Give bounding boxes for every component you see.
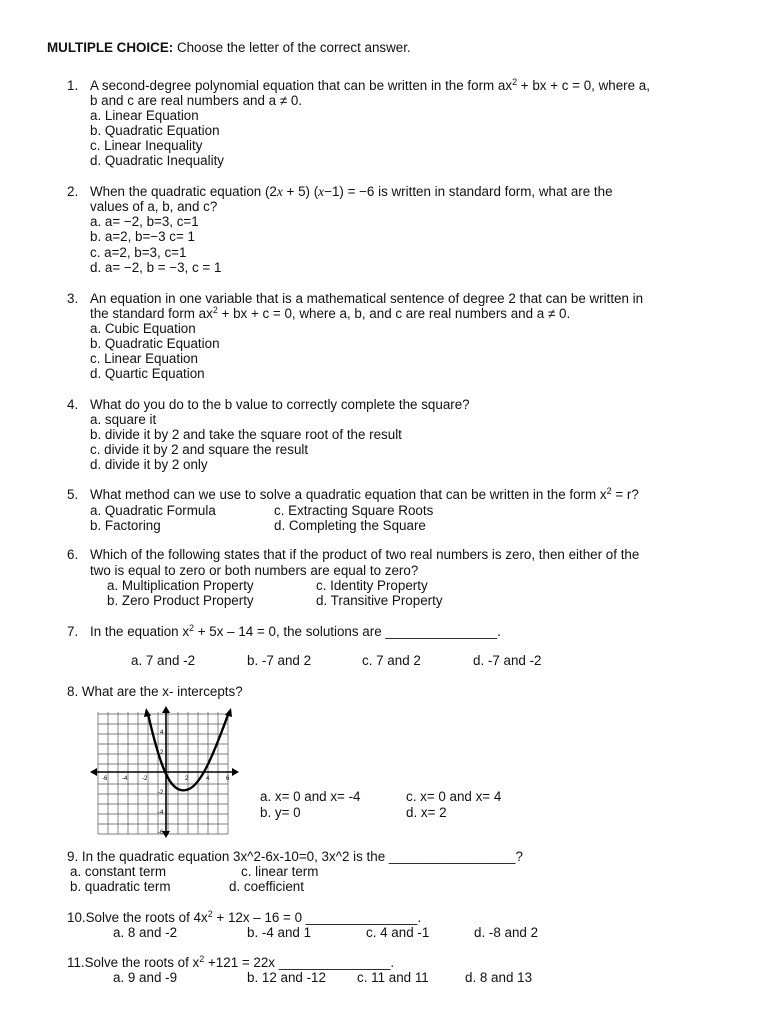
option-d[interactable]: d. -7 and -2 [473, 653, 542, 668]
question-number: 4. [67, 397, 79, 412]
option-a[interactable]: a. constant term [70, 864, 167, 879]
instructions-label: MULTIPLE CHOICE: [47, 40, 174, 55]
y-tick: 4 [160, 730, 164, 736]
option-c[interactable]: c. divide it by 2 and square the result [90, 442, 309, 457]
option-d[interactable]: d. Transitive Property [316, 593, 443, 608]
option-d[interactable]: d. -8 and 2 [474, 925, 539, 940]
option-d[interactable]: d. coefficient [229, 879, 304, 894]
option-c[interactable]: c. a=2, b=3, c=1 [90, 245, 187, 260]
x-tick: 6 [226, 776, 230, 782]
question-text: A second-degree polynomial equation that can be written in the form $ax^2$ + bx + c = 0, where a, [90, 77, 650, 93]
option-b[interactable]: b. y= 0 [260, 805, 301, 820]
option-c[interactable]: c. Identity Property [316, 578, 428, 593]
question-text: An equation in one variable that is a mathematical sentence of degree 2 that can be written in [90, 291, 644, 306]
option-b[interactable]: b. Quadratic Equation [90, 336, 220, 351]
option-d[interactable]: d. Completing the Square [274, 518, 426, 533]
option-a[interactable]: a. 8 and -2 [113, 925, 178, 940]
option-b[interactable]: b. quadratic term [70, 879, 171, 894]
y-tick: -6 [158, 830, 164, 836]
x-tick: 2 [185, 776, 189, 782]
option-a[interactable]: a. Cubic Equation [90, 321, 196, 336]
question-number: 5. [67, 487, 79, 502]
option-c[interactable]: c. Linear Inequality [90, 138, 203, 153]
question-text: 11.Solve the roots of $x^2 +121 = 22x$ _______________. [67, 954, 395, 970]
x-tick: -4 [122, 776, 128, 782]
option-b[interactable]: b. -4 and 1 [247, 925, 312, 940]
question-text: two is equal to zero or both numbers are equal to zero? [90, 563, 419, 578]
option-d[interactable]: d. divide it by 2 only [90, 457, 208, 472]
option-a[interactable]: a. square it [90, 412, 157, 427]
option-b[interactable]: b. divide it by 2 and take the square root of the result [90, 427, 402, 442]
option-a[interactable]: a. x= 0 and x= -4 [260, 789, 361, 804]
parabola-graph [88, 706, 242, 838]
option-c[interactable]: c. x= 0 and x= 4 [406, 789, 502, 804]
question-text: the standard form $ax^2$ + bx + c = 0, where a, b, and c are real numbers and a ≠ 0. [90, 305, 571, 321]
question-text: What do you do to the b value to correctly complete the square? [90, 397, 470, 412]
question-number: 7. [67, 624, 79, 639]
question-text: In the equation $x^2 + 5x - 14 = 0$, the solutions are _______________. [90, 623, 501, 639]
option-c[interactable]: c. Extracting Square Roots [274, 503, 434, 518]
question-text: 10.Solve the roots of $4x^2 + 12x - 16 = 0$ _______________. [67, 909, 422, 925]
instructions [47, 40, 411, 55]
option-d[interactable]: d. 8 and 13 [465, 970, 533, 985]
x-tick: -6 [102, 776, 108, 782]
option-b[interactable]: b. Quadratic Equation [90, 123, 220, 138]
y-tick: -2 [158, 790, 164, 796]
option-d[interactable]: d. Quartic Equation [90, 366, 205, 381]
question-text: Which of the following states that if the product of two real numbers is zero, then either of the [90, 547, 640, 562]
arrowhead-icon [225, 708, 232, 717]
option-c[interactable]: c. 4 and -1 [366, 925, 430, 940]
option-a[interactable]: a. Quadratic Formula [90, 503, 216, 518]
option-b[interactable]: b. 12 and -12 [247, 970, 326, 985]
question-number: 1. [67, 78, 79, 93]
question-text: 8. What are the x- intercepts? [67, 684, 243, 699]
option-b[interactable]: b. Factoring [90, 518, 161, 533]
option-c[interactable]: c. linear term [241, 864, 319, 879]
option-d[interactable]: d. x= 2 [406, 805, 447, 820]
arrowhead-icon [144, 708, 151, 717]
option-a[interactable]: a. Multiplication Property [107, 578, 254, 593]
option-b[interactable]: b. a=2, b=−3 c= 1 [90, 229, 195, 244]
option-a[interactable]: a. 7 and -2 [131, 653, 196, 668]
option-d[interactable]: d. a= −2, b = −3, c = 1 [90, 260, 222, 275]
option-a[interactable]: a. a= −2, b=3, c=1 [90, 214, 199, 229]
option-d[interactable]: d. Quadratic Inequality [90, 153, 224, 168]
option-b[interactable]: b. -7 and 2 [247, 653, 312, 668]
question-number: 3. [67, 291, 79, 306]
question-text: b and c are real numbers and a ≠ 0. [90, 93, 303, 108]
question-text: 9. In the quadratic equation 3x^2-6x-10=0, 3x^2 is the _________________? [67, 849, 523, 864]
x-tick: -2 [142, 776, 148, 782]
option-c[interactable]: c. 11 and 11 [357, 970, 429, 985]
x-tick: 4 [206, 776, 210, 782]
question-text: What method can we use to solve a quadratic equation that can be written in the form $x^2 = r$? [90, 486, 639, 502]
y-tick: -4 [158, 810, 164, 816]
instructions-text: Choose the letter of the correct answer. [173, 40, 411, 55]
option-c[interactable]: c. 7 and 2 [362, 653, 421, 668]
y-tick: 2 [160, 750, 164, 756]
option-a[interactable]: a. 9 and -9 [113, 970, 178, 985]
question-number: 2. [67, 184, 79, 199]
option-a[interactable]: a. Linear Equation [90, 108, 199, 123]
option-b[interactable]: b. Zero Product Property [107, 593, 254, 608]
option-c[interactable]: c. Linear Equation [90, 351, 198, 366]
question-number: 6. [67, 547, 79, 562]
question-text: When the quadratic equation (2x + 5) (x−1) = −6 is written in standard form, what are the [90, 184, 613, 199]
question-text: values of a, b, and c? [90, 199, 218, 214]
